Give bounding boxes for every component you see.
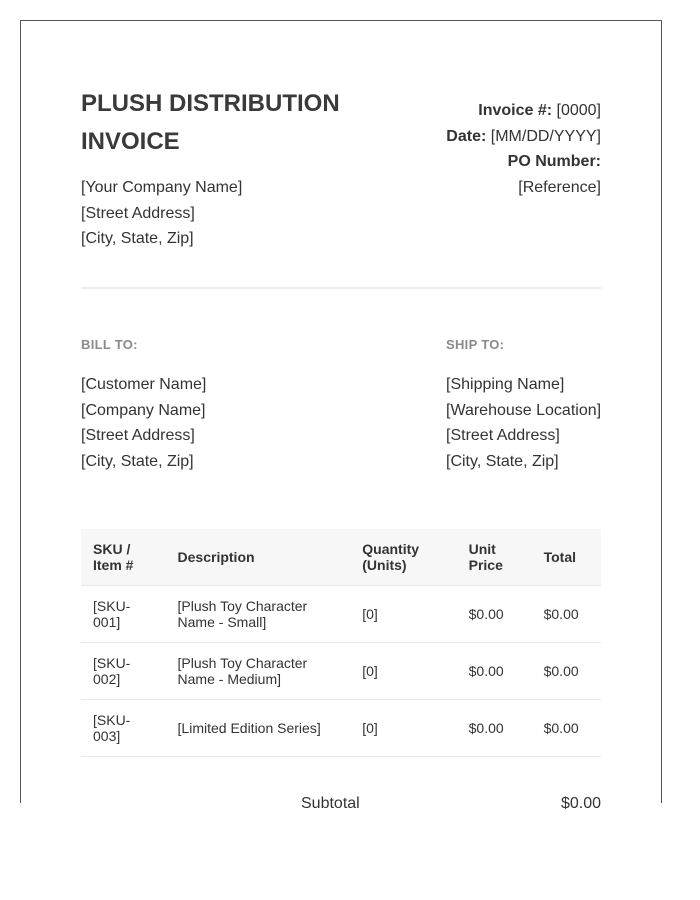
sender-city: [City, State, Zip]	[81, 230, 194, 247]
sender-street: [Street Address]	[81, 204, 195, 222]
ship-to-location: [Warehouse Location]	[446, 401, 602, 419]
invoice-date-value: [MM/DD/YYYY]	[490, 127, 601, 145]
cell-description: [Plush Toy Character Name - Small]	[166, 586, 351, 643]
cell-unit-price: $0.00	[457, 643, 532, 700]
header-quantity: Quantity (Units)	[350, 529, 456, 586]
invoice-title	[81, 85, 371, 161]
cell-description: [Limited Edition Series]	[166, 700, 351, 757]
invoice-date-label: Date:	[446, 127, 487, 145]
header-description: Description	[166, 529, 351, 586]
ship-to-street: [Street Address]	[446, 427, 560, 444]
subtotal-label: Subtotal	[301, 795, 360, 812]
invoice-meta	[446, 98, 601, 200]
cell-total: $0.00	[532, 586, 601, 643]
subtotal-value: $0.00	[560, 795, 601, 812]
bill-to-company: [Company Name]	[81, 401, 206, 419]
bill-to-customer: [Customer Name]	[81, 376, 207, 393]
subtotal-row	[81, 795, 601, 815]
header-unit-price: Unit Price	[457, 529, 532, 586]
invoice-date-row	[446, 124, 601, 150]
ship-to-name: [Shipping Name]	[446, 376, 565, 393]
cell-description: [Plush Toy Character Name - Medium]	[166, 643, 351, 700]
po-number-label: PO Number:	[507, 153, 601, 170]
bill-to-address	[81, 372, 206, 474]
ship-to-address	[446, 372, 601, 474]
cell-sku: [SKU-001]	[81, 586, 166, 643]
cell-unit-price: $0.00	[457, 700, 532, 757]
cell-sku: [SKU-003]	[81, 700, 166, 757]
cell-total: $0.00	[532, 643, 601, 700]
header-sku: SKU / Item #	[81, 529, 166, 586]
table-row	[81, 643, 601, 700]
cell-quantity: [0]	[350, 586, 456, 643]
invoice-number-label: Invoice #:	[478, 102, 553, 119]
header-divider	[81, 287, 601, 289]
invoice-page	[20, 20, 662, 812]
ship-to-city: [City, State, Zip]	[446, 452, 559, 470]
table-row	[81, 586, 601, 643]
bill-to-label: BILL TO:	[81, 337, 138, 352]
line-items-table	[81, 529, 601, 757]
title-line-1: PLUSH DISTRIBUTION	[81, 90, 340, 117]
ship-to-label: SHIP TO:	[446, 337, 505, 352]
cell-sku: [SKU-002]	[81, 643, 166, 700]
cell-total: $0.00	[532, 700, 601, 757]
bill-to-city: [City, State, Zip]	[81, 452, 194, 470]
invoice-number-row	[446, 98, 601, 124]
cell-quantity: [0]	[350, 643, 456, 700]
table-row	[81, 700, 601, 757]
cell-quantity: [0]	[350, 700, 456, 757]
bill-to-street: [Street Address]	[81, 427, 195, 444]
po-number-value: [Reference]	[518, 178, 601, 196]
cell-unit-price: $0.00	[457, 586, 532, 643]
sender-address	[81, 175, 242, 252]
invoice-number-value: [0000]	[556, 102, 601, 119]
table-header-row	[81, 529, 601, 586]
header-total: Total	[532, 529, 601, 586]
sender-company: [Your Company Name]	[81, 179, 243, 196]
title-line-2: INVOICE	[81, 128, 180, 155]
